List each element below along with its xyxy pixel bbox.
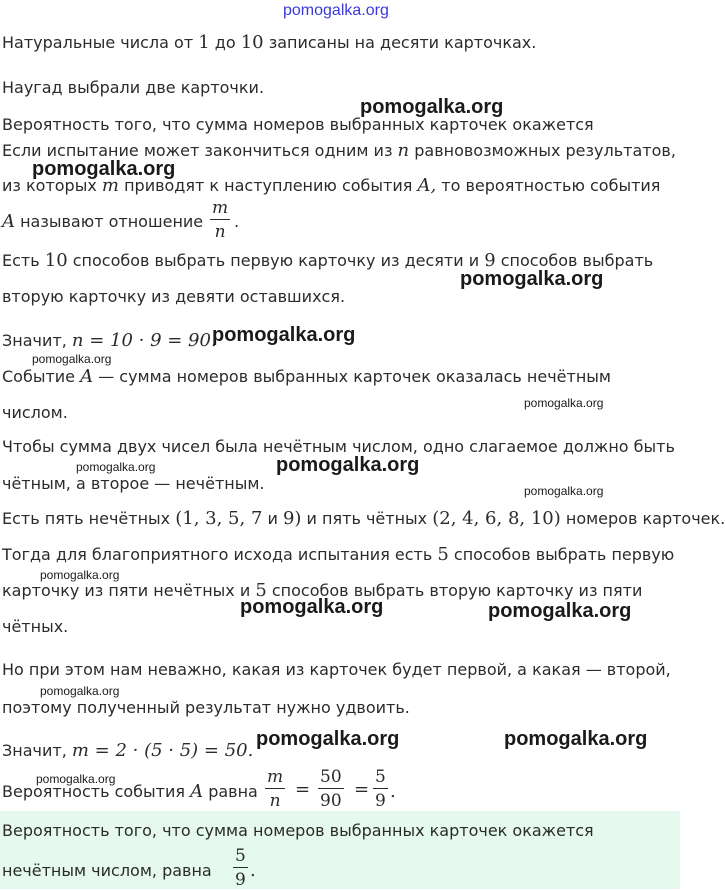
text: приводят к наступлению события: [118, 176, 418, 195]
math-var: m: [101, 175, 119, 196]
result-n: [2, 331, 217, 351]
fraction-numerator: 5: [235, 846, 246, 866]
number: 10: [240, 32, 264, 53]
math-list: (1, 3, 5, 7: [175, 508, 263, 529]
text: способов выбрать первую: [448, 545, 675, 564]
watermark: pomogalka.org: [460, 268, 604, 290]
paragraph-cards: [2, 33, 536, 53]
math-expression: m = 2 · (5 · 5) = 50.: [71, 740, 254, 761]
period: .: [234, 212, 240, 231]
number: 5: [437, 544, 449, 565]
text: до: [209, 33, 241, 52]
fraction-numerator: m: [267, 767, 284, 787]
odd-sum-line-2: чётным, а второе — нечётным.: [2, 474, 265, 493]
text: и: [262, 509, 283, 528]
math-expression: n = 10 · 9 = 90.: [71, 330, 217, 351]
watermark: pomogalka.org: [36, 772, 116, 786]
equals-sign: =: [295, 779, 311, 800]
fraction-m-over-n: [210, 199, 230, 241]
watermark: pomogalka.org: [40, 684, 120, 698]
text: Вероятность события: [2, 782, 191, 801]
fraction-denominator: 9: [235, 870, 246, 890]
fraction-bar: [210, 219, 230, 220]
fraction-5-over-9: [373, 768, 388, 810]
answer-line-2: нечётным числом, равна: [2, 861, 212, 880]
text: — сумма номеров выбранных карточек оказалась нечётным: [93, 367, 611, 386]
watermark: pomogalka.org: [360, 96, 504, 118]
watermark: pomogalka.org: [240, 596, 384, 618]
fraction-bar: [373, 788, 388, 789]
period: .: [250, 860, 256, 881]
fraction-50-over-90: [318, 768, 344, 810]
text: номеров карточек.: [560, 509, 725, 528]
watermark: pomogalka.org: [256, 728, 400, 750]
equals-sign: =: [354, 779, 370, 800]
text: способов выбрать: [495, 251, 654, 270]
fraction-denominator: n: [214, 222, 226, 242]
text: способов выбрать первую карточку из десяти и: [67, 251, 485, 270]
watermark: pomogalka.org: [488, 600, 632, 622]
watermark: pomogalka.org: [212, 324, 356, 346]
paragraph-ways-line-2: вторую карточку из девяти оставшихся.: [2, 287, 346, 306]
watermark: pomogalka.org: [32, 352, 112, 366]
fraction-numerator: 50: [320, 767, 342, 787]
text: способов выбрать вторую карточку из пяти: [266, 581, 643, 600]
fraction-numerator: m: [212, 198, 229, 218]
watermark: pomogalka.org: [76, 460, 156, 474]
text: карточку из пяти нечётных и: [2, 581, 256, 600]
text: Событие: [2, 367, 81, 386]
text: из которых: [2, 176, 102, 195]
number: 9: [484, 250, 496, 271]
answer-line-1: Вероятность того, что сумма номеров выбранных карточек окажется: [2, 821, 594, 840]
math-var: A: [190, 781, 204, 802]
favorable-line-1: [2, 545, 674, 565]
period: .: [390, 781, 396, 802]
paragraph-question: Вероятность того, что сумма номеров выбранных карточек окажется: [2, 115, 594, 134]
double-line-2: поэтому полученный результат нужно удвоить.: [2, 698, 410, 717]
fraction-denominator: 90: [320, 791, 342, 811]
watermark: pomogalka.org: [504, 728, 648, 750]
text: Тогда для благоприятного исхода испытания есть: [2, 545, 438, 564]
text: равновозможных результатов,: [409, 141, 676, 160]
paragraph-random-pick: Наугад выбрали две карточки.: [2, 78, 265, 97]
text: Натуральные числа от: [2, 33, 199, 52]
math-var: A: [2, 211, 15, 232]
result-m: [2, 741, 253, 761]
fraction-m-over-n-2: [265, 768, 285, 810]
watermark-top: pomogalka.org: [283, 2, 389, 19]
fraction-bar: [233, 867, 248, 868]
math-list: (2, 4, 6, 8, 10): [432, 508, 561, 529]
odd-sum-line-1: Чтобы сумма двух чисел была нечётным числом, одно слагаемое должно быть: [2, 437, 675, 456]
math-var: A,: [417, 175, 437, 196]
math-list: 9): [282, 508, 302, 529]
text: то вероятностью события: [436, 176, 661, 195]
event-a-line-2: числом.: [2, 403, 68, 422]
math-var: n: [397, 140, 410, 161]
number: 10: [44, 250, 68, 271]
fraction-bar: [265, 788, 285, 789]
definition-line-3: [2, 212, 203, 232]
answer-fraction: [233, 847, 248, 889]
fraction-denominator: n: [269, 791, 281, 811]
text: Значит,: [2, 331, 72, 350]
text: равна: [203, 782, 258, 801]
text: и пять чётных: [301, 509, 433, 528]
number: 5: [255, 580, 267, 601]
text: называют отношение: [15, 212, 204, 231]
number: 1: [198, 32, 210, 53]
event-a-line-1: [2, 367, 611, 387]
text: Есть пять нечётных: [2, 509, 176, 528]
double-line-1: Но при этом нам неважно, какая из карточек будет первой, а какая — второй,: [2, 660, 671, 679]
text: Есть: [2, 251, 45, 270]
watermark: pomogalka.org: [524, 484, 604, 498]
favorable-line-3: чётных.: [2, 617, 69, 636]
text: записаны на десяти карточках.: [263, 33, 537, 52]
text: Если испытание может закончиться одним из: [2, 141, 398, 160]
watermark: pomogalka.org: [32, 158, 176, 180]
fraction-denominator: 9: [375, 791, 386, 811]
watermark: pomogalka.org: [40, 568, 120, 582]
watermark: pomogalka.org: [276, 454, 420, 476]
odd-even-counts: [2, 509, 725, 529]
text: Значит,: [2, 741, 72, 760]
math-var: A: [80, 366, 94, 387]
watermark: pomogalka.org: [524, 396, 604, 410]
fraction-bar: [318, 788, 344, 789]
fraction-numerator: 5: [375, 767, 386, 787]
